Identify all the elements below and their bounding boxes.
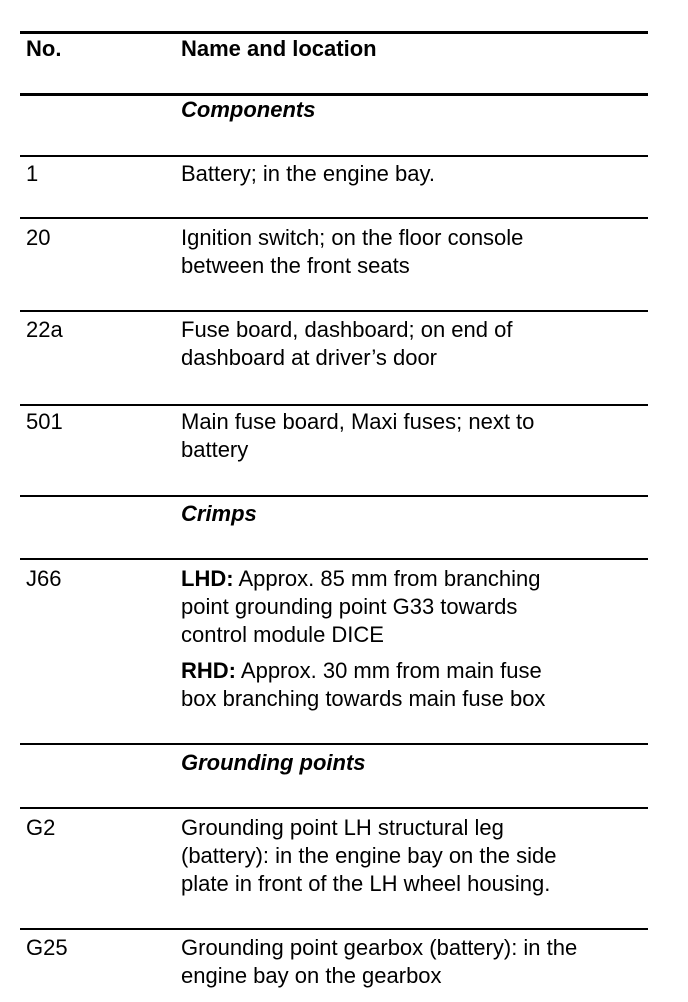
description-line: RHD: Approx. 30 mm from main fuse (181, 658, 542, 683)
row-description (181, 160, 646, 188)
description-line: Fuse board, dashboard; on end of (181, 317, 513, 342)
header-rule (20, 93, 648, 96)
column-header-no: No. (26, 36, 62, 61)
row-divider (20, 310, 648, 312)
row-description (181, 408, 646, 464)
description-line: control module DICE (181, 622, 384, 647)
row-divider (20, 558, 648, 560)
row-description (181, 316, 646, 372)
row-description (181, 224, 646, 280)
row-number: 1 (26, 161, 39, 186)
row-divider (20, 495, 648, 497)
row-divider (20, 807, 648, 809)
row-description-lhd (181, 565, 646, 649)
row-divider (20, 155, 648, 157)
row-number: G2 (26, 815, 56, 840)
table-top-rule (20, 31, 648, 34)
row-number: 20 (26, 225, 51, 250)
row-divider (20, 743, 648, 745)
rhd-label: RHD: (181, 658, 236, 683)
description-line: Battery; in the engine bay. (181, 161, 435, 186)
description-line: battery (181, 437, 249, 462)
row-description (181, 934, 646, 990)
row-description-rhd (181, 657, 646, 713)
section-title-components: Components (181, 97, 316, 122)
row-number: 22a (26, 317, 63, 342)
description-line: Main fuse board, Maxi fuses; next to (181, 409, 535, 434)
row-number: 501 (26, 409, 63, 434)
description-line: point grounding point G33 towards (181, 594, 518, 619)
column-header-name-location: Name and location (181, 36, 377, 61)
description-line: Grounding point LH structural leg (181, 815, 504, 840)
lhd-label: LHD: (181, 566, 234, 591)
description-line: plate in front of the LH wheel housing. (181, 871, 551, 896)
section-title-grounding-points: Grounding points (181, 750, 366, 775)
description-line: box branching towards main fuse box (181, 686, 546, 711)
description-line: between the front seats (181, 253, 410, 278)
description-line: Ignition switch; on the floor console (181, 225, 524, 250)
row-description (181, 814, 646, 898)
description-line: Grounding point gearbox (battery): in the (181, 935, 578, 960)
row-number: G25 (26, 935, 68, 960)
description-line: dashboard at driver’s door (181, 345, 438, 370)
row-divider (20, 404, 648, 406)
section-title-crimps: Crimps (181, 501, 257, 526)
row-divider (20, 217, 648, 219)
description-line: (battery): in the engine bay on the side (181, 843, 557, 868)
row-divider (20, 928, 648, 930)
description-line: LHD: Approx. 85 mm from branching (181, 566, 541, 591)
row-number: J66 (26, 566, 62, 591)
description-line: engine bay on the gearbox (181, 963, 442, 988)
